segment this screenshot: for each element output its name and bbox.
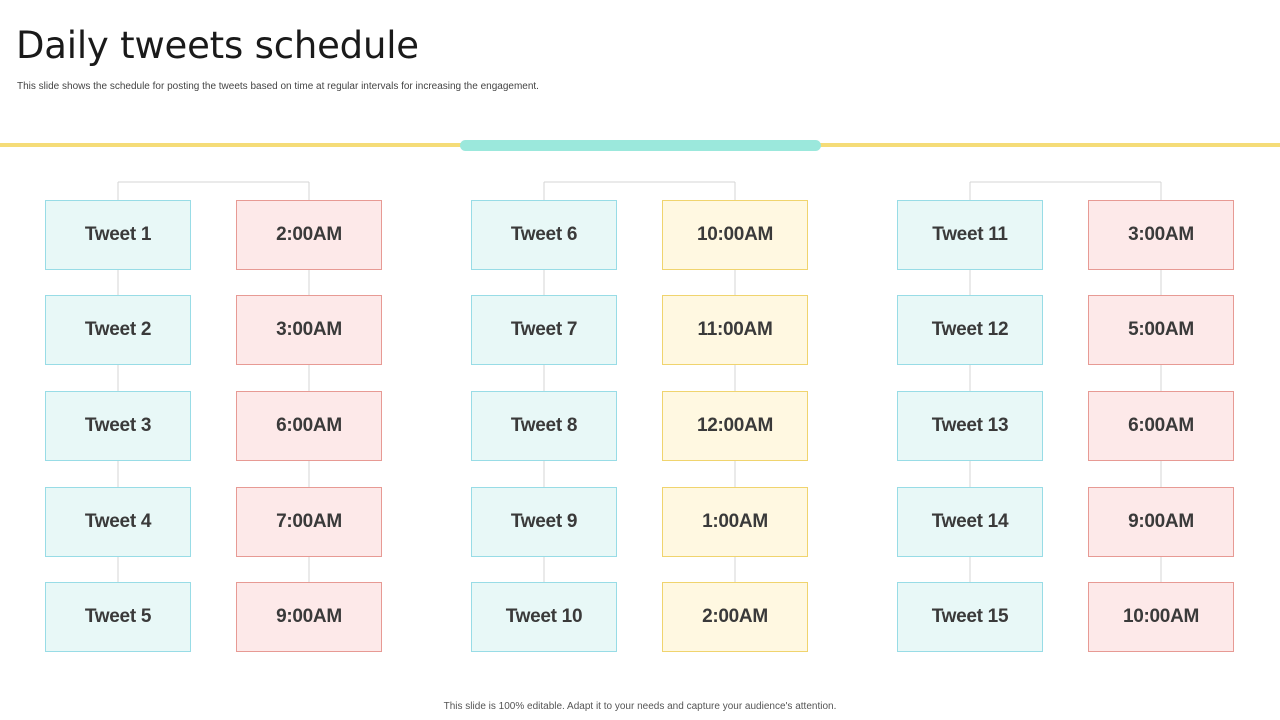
time-box: 3:00AM	[236, 295, 382, 365]
time-box: 3:00AM	[1088, 200, 1234, 270]
time-box: 12:00AM	[662, 391, 808, 461]
page-subtitle: This slide shows the schedule for posting the tweets based on time at regular intervals for increasing the engagement.	[17, 81, 539, 92]
footer-note: This slide is 100% editable. Adapt it to your needs and capture your audience's attention.	[443, 701, 837, 712]
time-box: 2:00AM	[236, 200, 382, 270]
tweet-box: Tweet 12	[897, 295, 1043, 365]
tweet-box: Tweet 10	[471, 582, 617, 652]
time-box: 9:00AM	[236, 582, 382, 652]
tweet-box: Tweet 7	[471, 295, 617, 365]
tweet-box: Tweet 2	[45, 295, 191, 365]
time-box: 6:00AM	[1088, 391, 1234, 461]
time-box: 6:00AM	[236, 391, 382, 461]
tweet-box: Tweet 13	[897, 391, 1043, 461]
tweet-box: Tweet 9	[471, 487, 617, 557]
tweet-box: Tweet 8	[471, 391, 617, 461]
tweet-box: Tweet 6	[471, 200, 617, 270]
tweet-box: Tweet 5	[45, 582, 191, 652]
time-box: 10:00AM	[662, 200, 808, 270]
tweet-box: Tweet 1	[45, 200, 191, 270]
time-box: 1:00AM	[662, 487, 808, 557]
tweet-box: Tweet 15	[897, 582, 1043, 652]
tweet-box: Tweet 11	[897, 200, 1043, 270]
page-title: Daily tweets schedule	[16, 24, 419, 67]
time-box: 10:00AM	[1088, 582, 1234, 652]
tweet-box: Tweet 14	[897, 487, 1043, 557]
time-box: 7:00AM	[236, 487, 382, 557]
time-box: 9:00AM	[1088, 487, 1234, 557]
tweet-box: Tweet 4	[45, 487, 191, 557]
time-box: 11:00AM	[662, 295, 808, 365]
time-box: 5:00AM	[1088, 295, 1234, 365]
tweet-box: Tweet 3	[45, 391, 191, 461]
time-box: 2:00AM	[662, 582, 808, 652]
